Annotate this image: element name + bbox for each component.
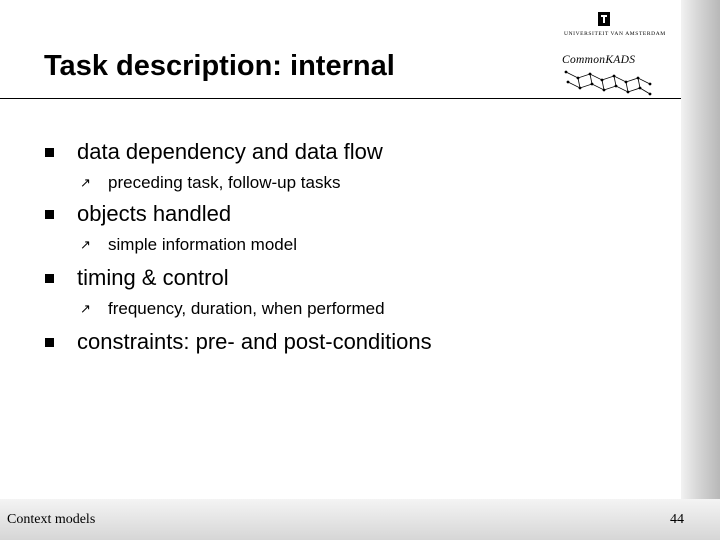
bullet-item-4: constraints: pre- and post-conditions — [77, 329, 432, 354]
arrow-bullet-icon: ↗ — [80, 175, 91, 190]
square-bullet-icon — [45, 274, 54, 283]
square-bullet-icon — [45, 210, 54, 219]
title-divider — [0, 98, 681, 99]
footer-bar — [0, 499, 720, 540]
sub-bullet-item-3-1: frequency, duration, when performed — [108, 299, 385, 318]
commonkads-network-icon — [562, 68, 654, 96]
sub-bullet-item-2-1: simple information model — [108, 235, 297, 254]
logo — [560, 10, 666, 96]
bullet-item-3: timing & control — [77, 265, 229, 290]
sub-bullet-item-1-1: preceding task, follow-up tasks — [108, 173, 341, 192]
square-bullet-icon — [45, 338, 54, 347]
slide-title: Task description: internal — [44, 50, 395, 82]
square-bullet-icon — [45, 148, 54, 157]
arrow-bullet-icon: ↗ — [80, 237, 91, 252]
commonkads-logo-text: CommonKADS — [562, 54, 636, 66]
arrow-bullet-icon: ↗ — [80, 301, 91, 316]
bullet-item-2: objects handled — [77, 201, 232, 226]
bullet-item-1: data dependency and data flow — [77, 139, 383, 164]
university-name: UNIVERSITEIT VAN AMSTERDAM — [564, 31, 666, 37]
right-decorative-bar — [681, 0, 720, 540]
footer-title: Context models — [7, 512, 96, 527]
page-number: 44 — [670, 512, 684, 527]
university-emblem-icon — [598, 12, 610, 26]
